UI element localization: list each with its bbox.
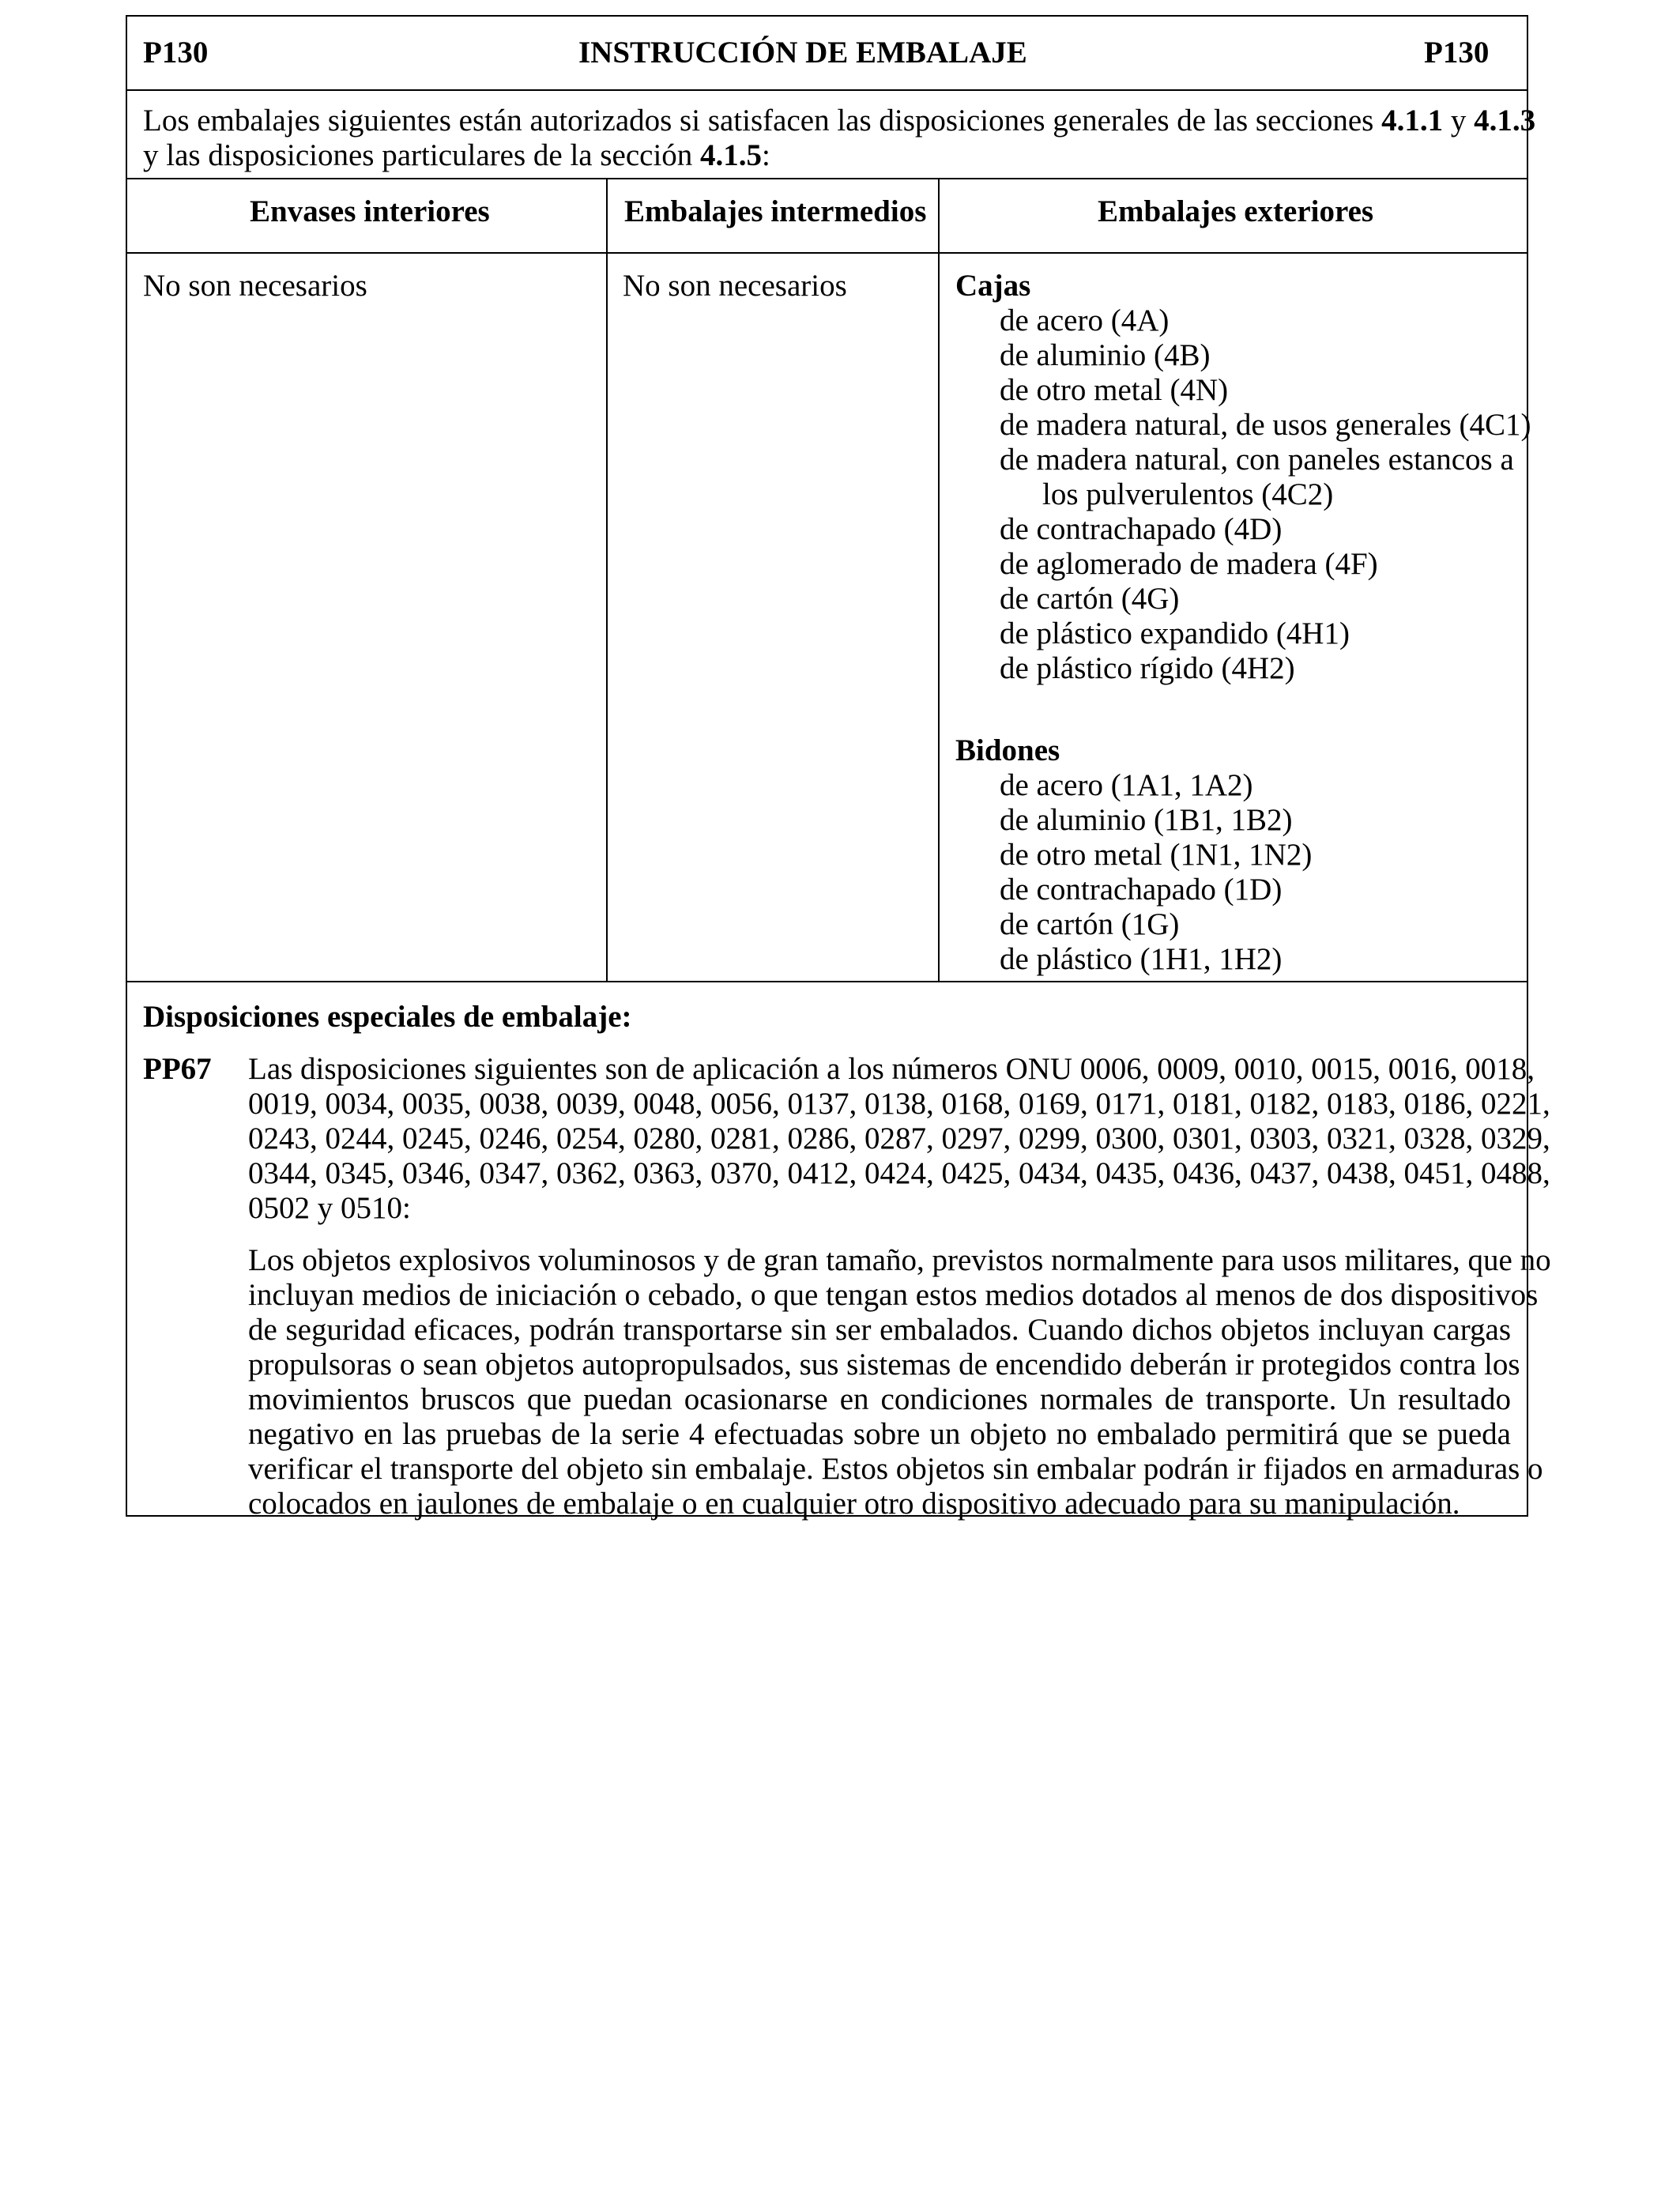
- intro-text-and: y: [1443, 104, 1475, 138]
- box-item-continuation: los pulverulentos (4C2): [1042, 477, 1334, 511]
- provision-line: de seguridad eficaces, podrán transportarse sin ser embalados. Cuando dichos objetos incluyan cargas: [248, 1313, 1511, 1347]
- provision-line: 0019, 0034, 0035, 0038, 0039, 0048, 0056, 0137, 0138, 0168, 0169, 0171, 0181, 0182, 0183, 0186, 0221,: [248, 1087, 1550, 1121]
- drum-item: de acero (1A1, 1A2): [1000, 768, 1253, 802]
- provision-description: [248, 1243, 1551, 1521]
- instruction-code-left: P130: [143, 36, 209, 70]
- provision-line: 0344, 0345, 0346, 0347, 0362, 0363, 0370, 0412, 0424, 0425, 0434, 0435, 0436, 0437, 0438, 0451, 0488,: [248, 1156, 1550, 1190]
- provision-line: propulsoras o sean objetos autopropulsados, sus sistemas de encendido deberán ir protegidos contra los: [248, 1348, 1520, 1382]
- box-item: de otro metal (4N): [1000, 373, 1229, 407]
- rule-col1-divider: [606, 178, 608, 981]
- section-ref-4-1-3: 4.1.3: [1474, 104, 1536, 138]
- provision-line: 0243, 0244, 0245, 0246, 0254, 0280, 0281, 0286, 0287, 0297, 0299, 0300, 0301, 0303, 0321, 0328, 0329,: [248, 1122, 1550, 1155]
- box-item: de madera natural, con paneles estancos a: [1000, 443, 1514, 477]
- box-item: de contrachapado (4D): [1000, 512, 1283, 546]
- intro-text-2: y las disposiciones particulares de la sección: [143, 138, 701, 172]
- intro-line-1: [143, 104, 1535, 138]
- provision-line: colocados en jaulones de embalaje o en cualquier otro dispositivo adecuado para su manipulación.: [248, 1487, 1460, 1521]
- rule-packaging-bottom: [127, 981, 1527, 982]
- section-ref-4-1-1: 4.1.1: [1381, 104, 1444, 138]
- box-item: de acero (4A): [1000, 303, 1170, 337]
- box-item: de aluminio (4B): [1000, 338, 1211, 372]
- rule-header-bottom: [127, 89, 1527, 91]
- box-item: de madera natural, de usos generales (4C1): [1000, 408, 1531, 442]
- provision-line: verificar el transporte del objeto sin embalaje. Estos objetos sin embalar podrán ir fijados en armaduras o: [248, 1452, 1543, 1486]
- intermediate-packaging-value: No son necesarios: [623, 269, 847, 303]
- box-item: de cartón (4G): [1000, 582, 1180, 616]
- section-ref-4-1-5: 4.1.5: [700, 138, 763, 172]
- col-header-intermediate: Embalajes intermedios: [624, 194, 927, 228]
- rule-colhead-bottom: [127, 252, 1527, 254]
- provision-un-numbers: [248, 1052, 1550, 1226]
- rule-intro-bottom: [127, 178, 1527, 179]
- instruction-title: INSTRUCCIÓN DE EMBALAJE: [578, 36, 1027, 70]
- provision-line: Los objetos explosivos voluminosos y de gran tamaño, previstos normalmente para usos militares, que no: [248, 1243, 1551, 1277]
- rule-col2-divider: [938, 178, 940, 981]
- inner-packaging-value: No son necesarios: [143, 269, 367, 303]
- drum-item: de plástico (1H1, 1H2): [1000, 942, 1283, 976]
- provision-line: incluyan medios de iniciación o cebado, o que tengan estos medios dotados al menos de dos dispositivos: [248, 1278, 1539, 1312]
- boxes-title: Cajas: [955, 269, 1031, 303]
- intro-colon: :: [762, 138, 770, 172]
- box-item: de plástico expandido (4H1): [1000, 616, 1350, 650]
- provision-line: negativo en las pruebas de la serie 4 efectuadas sobre un objeto no embalado permitirá que se pueda: [248, 1417, 1511, 1451]
- drum-item: de cartón (1G): [1000, 907, 1180, 941]
- instruction-code-right: P130: [1424, 36, 1490, 70]
- intro-text: Los embalajes siguientes están autorizados si satisfacen las disposiciones generales de las secciones: [143, 104, 1382, 138]
- drum-item: de contrachapado (1D): [1000, 873, 1283, 907]
- provision-line: Las disposiciones siguientes son de aplicación a los números ONU 0006, 0009, 0010, 0015, 0016, 0018,: [248, 1052, 1535, 1086]
- provision-line: 0502 y 0510:: [248, 1191, 411, 1225]
- provision-line: movimientos bruscos que puedan ocasionarse en condiciones normales de transporte. Un resultado: [248, 1382, 1511, 1416]
- box-item: de aglomerado de madera (4F): [1000, 547, 1378, 581]
- intro-line-2: [143, 138, 770, 173]
- box-item: de plástico rígido (4H2): [1000, 651, 1295, 685]
- drum-item: de otro metal (1N1, 1N2): [1000, 838, 1313, 872]
- drums-title: Bidones: [955, 733, 1060, 767]
- provision-code: PP67: [143, 1052, 212, 1086]
- drum-item: de aluminio (1B1, 1B2): [1000, 803, 1293, 837]
- col-header-outer: Embalajes exteriores: [1098, 194, 1374, 228]
- col-header-inner: Envases interiores: [250, 194, 490, 228]
- special-provisions-title: Disposiciones especiales de embalaje:: [143, 1000, 632, 1034]
